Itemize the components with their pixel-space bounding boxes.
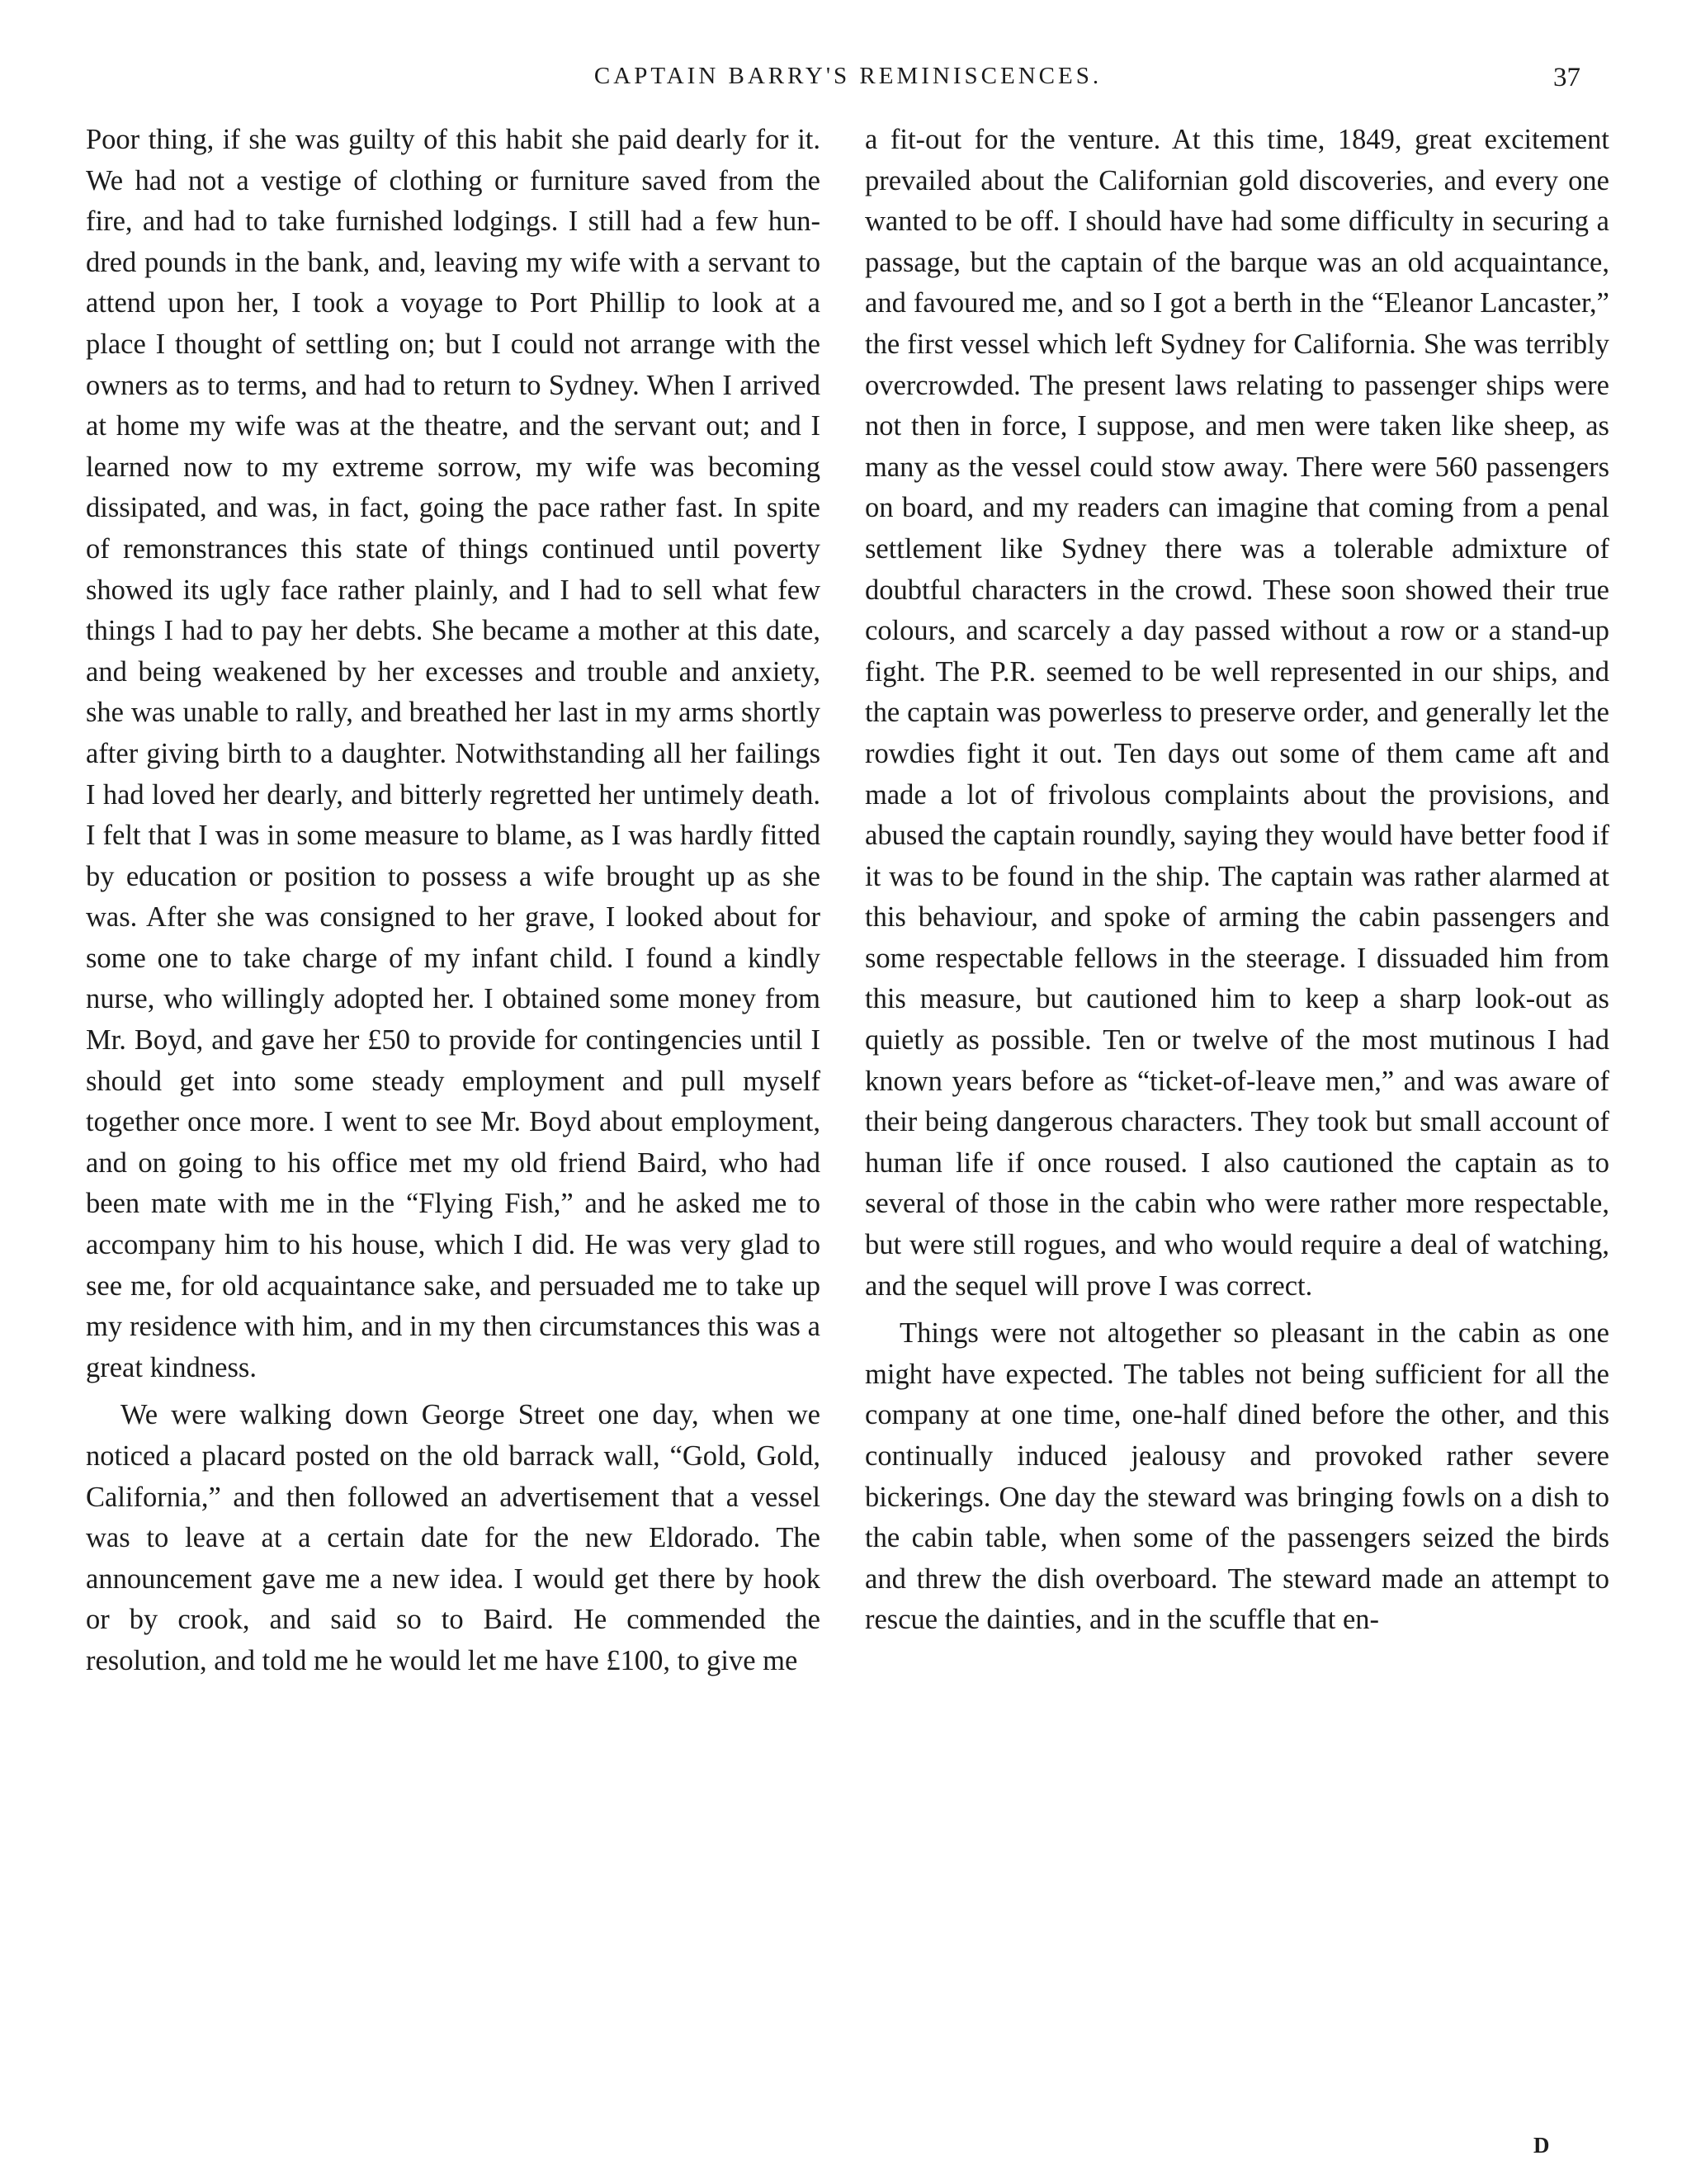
signature-mark: D [1533,2133,1550,2158]
left-column [86,120,820,1682]
page-number: 37 [1553,63,1580,92]
paragraph: We were walking down George Street one day, when we noticed a placard posted on the old barrack wall, “Gold, Gold, California,” and then followed an advertisement that a vessel was to leave at a certain date for the new Eldorado. The announcement gave me a new idea. I would get there by hook or by crook, and said so to Baird. He commended the resolution, and told me he would let me have £100, to give me [86,1399,820,1676]
paragraph: Poor thing, if she was guilty of this habit she paid dearly for it. We had not a vestige of clothing or furniture saved from the fire, and had to take furnished lodgings. I still had a few hundred pounds in the bank, and, leaving my wife with a servant to attend upon her, I took a voyage to Port Phillip to look at a place I thought of settling on; but I could not arrange with the owners as to terms, and had to return to Sydney. When I arrived at home my wife was at the theatre, and the servant out; and I learned now to my extreme sorrow, my wife was becoming dissipated, and was, in fact, going the pace rather fast. In spite of remonstrances this state of things continued until poverty showed its ugly face rather plainly, and I had to sell what few things I had to pay her debts. She became a mother at this date, and being weakened by her excesses and trouble and anxiety, she was unable to rally, and breathed her last in my arms shortly after giving birth to a daughter. Notwithstanding all her failings I had loved her dearly, and bitterly regretted her untimely death. I felt that I was in some measure to blame, as I was hardly fitted by education or position to possess a wife brought up as she was. After she was consigned to her grave, I looked about for some one to take charge of my infant child. I found a kindly nurse, who willingly adopted her. I obtained some money from Mr. Boyd, and gave her £50 to provide for contingencies until I should get into some steady employment and pull myself together once more. I went to see Mr. Boyd about employment, and on going to his office met my old friend Baird, who had been mate with me in the “Flying Fish,” and he asked me to accompany him to his house, which I did. He was very glad to see me, for old acquaintance sake, and persuaded me to take up my residence with him, and in my then circumstances this was a great kindness. [86,124,820,1383]
paragraph: a fit-out for the venture. At this time, 1849, great excitement prevailed about the Californian gold discoveries, and every one wanted to be off. I should have had some difficulty in securing a passage, but the captain of the barque was an old acquaintance, and favoured me, and so I got a berth in the “Eleanor Lancaster,” the first vessel which left Sydney for California. She was terribly overcrowded. The present laws relating to passenger ships were not then in force, I suppose, and men were taken like sheep, as many as the vessel could stow away. There were 560 passengers on board, and my readers can imagine that coming from a penal settlement like Sydney there was a tolerable admixture of doubtful characters in the crowd. These soon showed their true colours, and scarcely a day passed without a row or a stand-up fight. The P.R. seemed to be well represented in our ships, and the captain was powerless to preserve order, and generally let the rowdies fight it out. Ten days out some of them came aft and made a lot of frivolous complaints about the provisions, and abused the captain roundly, saying they would have better food if it was to be found in the ship. The captain was rather alarmed at this behaviour, and spoke of arming the cabin passengers and some respectable fellows in the steerage. I dissuaded him from this measure, but cautioned him to keep a sharp look-out as quietly as possible. Ten or twelve of the most mutinous I had known years before as “ticket-of-leave men,” and was aware of their being dangerous characters. They took but small account of human life if once roused. I also cautioned the captain as to several of those in the cabin who were rather more respectable, but were still rogues, and who would require a deal of watching, and the sequel will prove I was correct. [865,124,1609,1302]
paragraph: Things were not altogether so pleasant in the cabin as one might have expected. The tables not being sufficient for all the company at one time, one-half dined before the other, and this continually induced jealousy and provoked rather severe bickerings. One day the steward was bringing fowls on a dish to the cabin table, when some of the passengers seized the birds and threw the dish overboard. The steward made an attempt to rescue the dainties, and in the scuffle that en- [865,1317,1609,1636]
running-title: CAPTAIN BARRY'S REMINISCENCES. [593,63,1103,89]
right-column [865,120,1609,1641]
